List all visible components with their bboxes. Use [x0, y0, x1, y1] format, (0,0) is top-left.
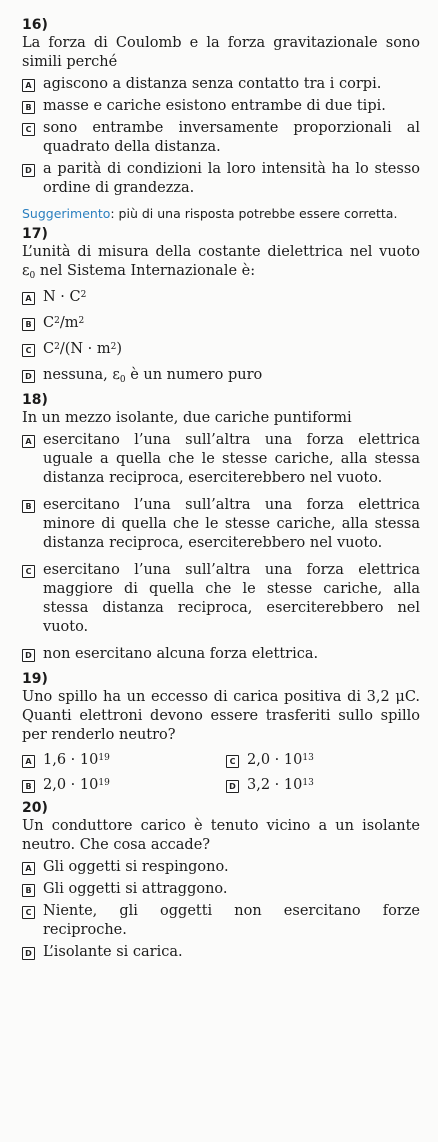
question-stem [22, 243, 420, 281]
option-text: Gli oggetti si respingono. [43, 859, 229, 875]
option-letter-badge: D [22, 649, 35, 662]
option-text: esercitano l’una sull’altra una forza elettrica uguale a quella che le stesse cariche, alla stessa distanza reciproca, eserciterebbero nel vuoto. [43, 432, 420, 486]
answer-option-a[interactable] [22, 288, 420, 307]
option-letter-badge: C [22, 565, 35, 578]
option-text: masse e cariche esistono entrambe di due tipi. [43, 98, 386, 114]
question-stem: In un mezzo isolante, due cariche puntiformi [22, 410, 352, 426]
question-stem: La forza di Coulomb e la forza gravitazionale sono simili perché [22, 35, 420, 70]
option-text: nessuna, $\varepsilon_0$ è un numero puro [43, 367, 263, 385]
answer-option-c[interactable] [22, 340, 420, 359]
stem-text: L’unità di misura della costante dielettrica nel vuoto ε [22, 244, 420, 279]
hint-text: : più di una risposta potrebbe essere corretta. [110, 206, 398, 221]
answer-option-b[interactable] [22, 776, 216, 795]
option-letter-badge: B [22, 101, 35, 114]
option-letter-badge: B [22, 318, 35, 331]
answer-option-d[interactable] [226, 776, 420, 795]
hint-label: Suggerimento [22, 206, 111, 221]
option-text: $1,6 \cdot 10^{19}$ [43, 752, 110, 768]
option-text: L’isolante si carica. [43, 944, 183, 960]
question-number: 16) [22, 17, 48, 33]
answer-option-a[interactable] [22, 751, 216, 770]
option-text: Gli oggetti si attraggono. [43, 881, 228, 897]
option-letter-badge: A [22, 755, 35, 768]
stem-subscript: 0 [29, 271, 36, 281]
option-letter-badge: D [22, 947, 35, 960]
question-number: 18) [22, 392, 48, 408]
answer-option-d[interactable] [22, 160, 420, 198]
options-grid [22, 745, 420, 795]
answer-option-d[interactable] [22, 645, 420, 664]
option-letter-badge: A [22, 435, 35, 448]
question-stem: Uno spillo ha un eccesso di carica positiva di 3,2 μC. Quanti elettroni devono essere trasferiti sullo spillo per renderlo neutro? [22, 689, 420, 743]
question-20 [22, 799, 420, 962]
answer-option-c[interactable] [22, 119, 420, 157]
answer-option-b[interactable] [22, 314, 420, 333]
option-text: esercitano l’una sull’altra una forza elettrica maggiore di quella che le stesse cariche, alla stessa distanza reciproca, eserciterebbero nel vuoto. [43, 562, 420, 635]
question-16 [22, 16, 420, 221]
option-text: a parità di condizioni la loro intensità ha lo stesso ordine di grandezza. [43, 161, 420, 196]
option-text: sono entrambe inversamente proporzionali al quadrato della distanza. [43, 120, 420, 155]
option-text: esercitano l’una sull’altra una forza elettrica minore di quella che le stesse cariche, alla stessa distanza reciproca, eserciterebbero nel vuoto. [43, 497, 420, 551]
option-letter-badge: A [22, 292, 35, 305]
answer-option-d[interactable] [22, 366, 420, 385]
question-stem: Un conduttore carico è tenuto vicino a un isolante neutro. Che cosa accade? [22, 818, 420, 853]
question-number: 17) [22, 226, 48, 242]
option-text: $C^2/(N \cdot m^2)$ [43, 341, 123, 357]
option-text: $3,2 \cdot 10^{13}$ [247, 777, 314, 793]
question-19 [22, 670, 420, 795]
answer-option-b[interactable] [22, 97, 420, 116]
option-text: $N \cdot C^2$ [43, 289, 87, 305]
question-17 [22, 225, 420, 385]
option-text: $2,0 \cdot 10^{19}$ [43, 777, 110, 793]
option-letter-badge: D [22, 370, 35, 383]
option-letter-badge: A [22, 862, 35, 875]
answer-option-b[interactable] [22, 496, 420, 553]
option-text: Niente, gli oggetti non esercitano forze reciproche. [43, 903, 420, 938]
option-letter-badge: A [22, 79, 35, 92]
option-text: $C^2/m^2$ [43, 315, 85, 331]
question-number: 20) [22, 800, 48, 816]
option-letter-badge: B [22, 780, 35, 793]
option-text: $2,0 \cdot 10^{13}$ [247, 752, 314, 768]
option-letter-badge: C [226, 755, 239, 768]
question-number: 19) [22, 671, 48, 687]
question-18 [22, 391, 420, 664]
option-letter-badge: B [22, 884, 35, 897]
answer-option-d[interactable] [22, 943, 420, 962]
answer-option-a[interactable] [22, 431, 420, 488]
option-letter-badge: B [22, 500, 35, 513]
option-letter-badge: C [22, 123, 35, 136]
stem-text: nel Sistema Internazionale è: [35, 263, 256, 279]
option-letter-badge: C [22, 906, 35, 919]
option-text: agiscono a distanza senza contatto tra i corpi. [43, 76, 382, 92]
option-text: non esercitano alcuna forza elettrica. [43, 646, 319, 662]
answer-option-a[interactable] [22, 858, 420, 877]
answer-option-c[interactable] [226, 751, 420, 770]
option-letter-badge: C [22, 344, 35, 357]
hint-note [22, 206, 420, 221]
answer-option-a[interactable] [22, 75, 420, 94]
answer-option-c[interactable] [22, 902, 420, 940]
option-letter-badge: D [226, 780, 239, 793]
option-letter-badge: D [22, 164, 35, 177]
answer-option-b[interactable] [22, 880, 420, 899]
answer-option-c[interactable] [22, 561, 420, 637]
